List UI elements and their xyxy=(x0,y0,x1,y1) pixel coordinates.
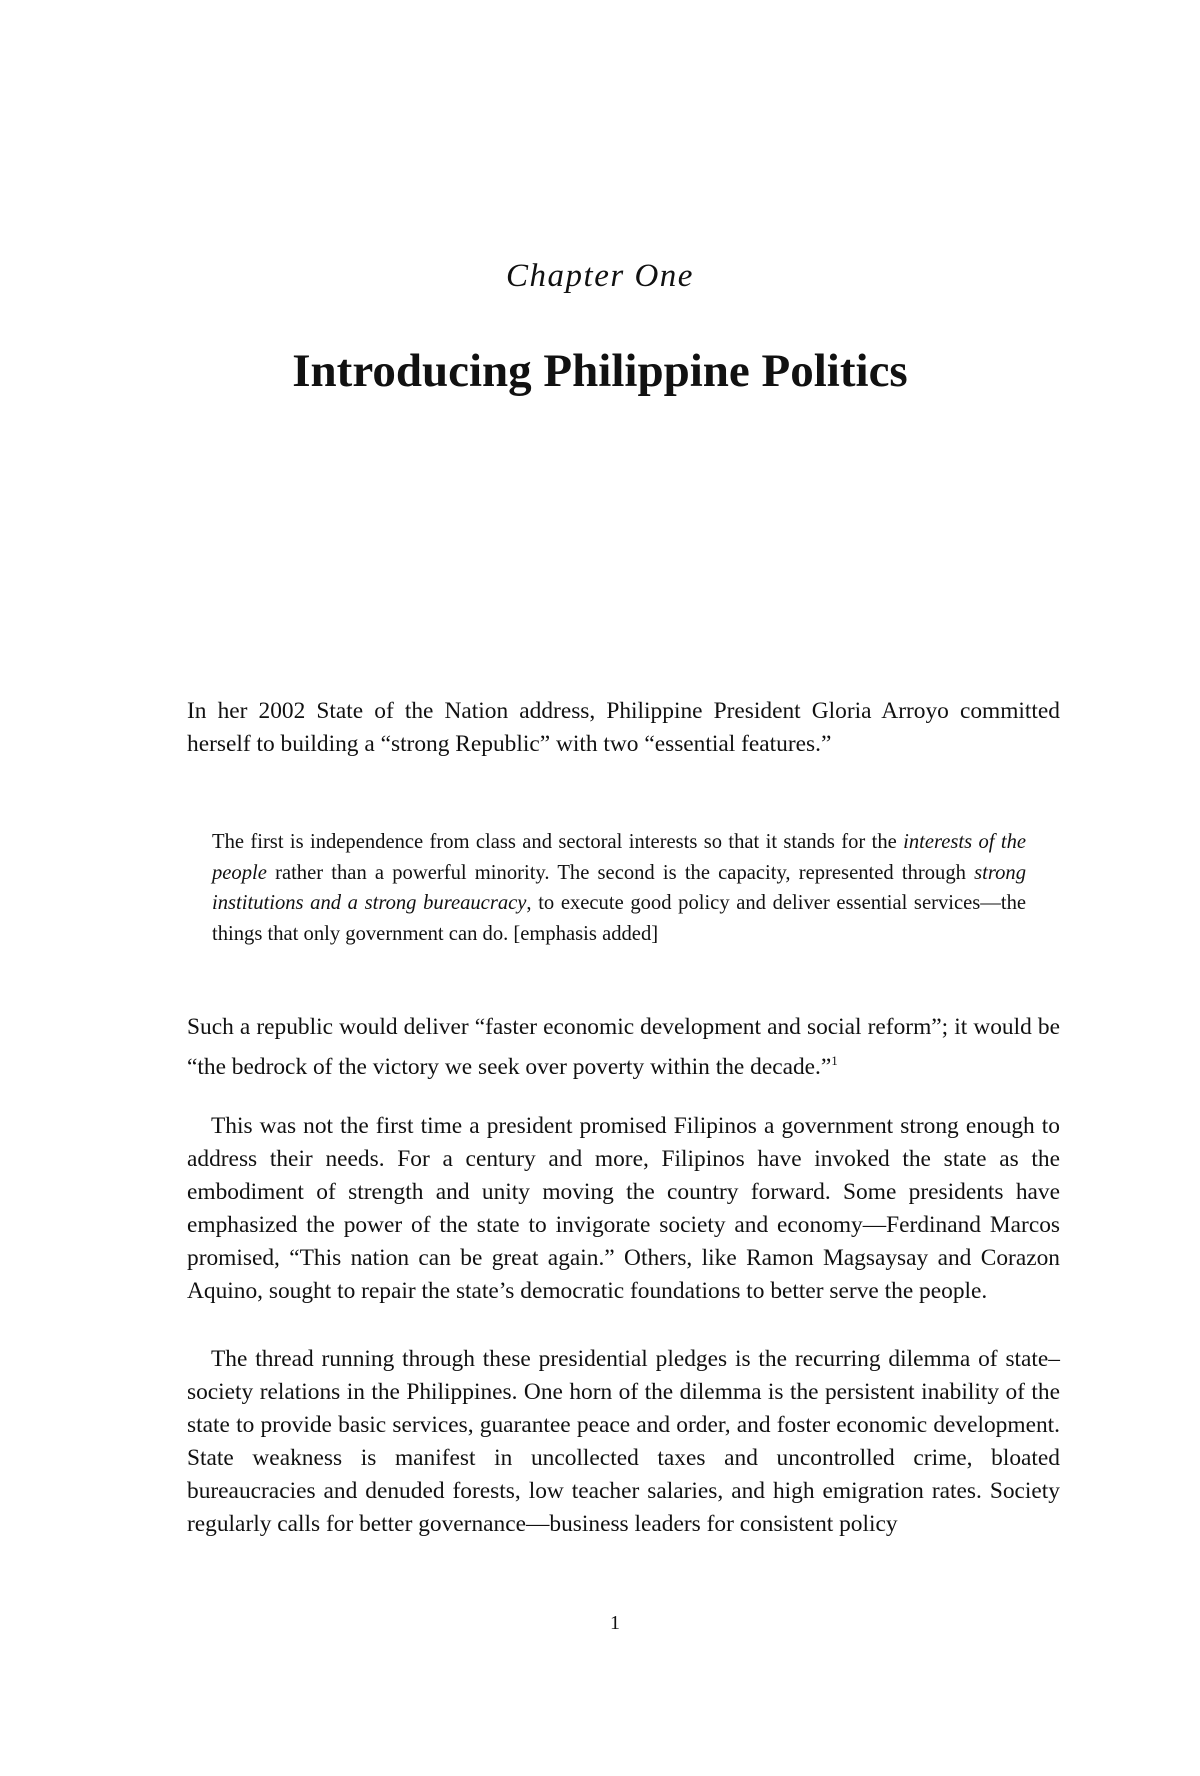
chapter-label: Chapter One xyxy=(506,258,694,294)
footnote-marker[interactable]: 1 xyxy=(831,1053,838,1068)
paragraph-presidents: This was not the first time a president promised Filipinos a government strong enough to address their needs. For a century and more, Filipinos have invoked the state as the embodiment of strength and unity moving the country forward. Some presidents have emphasized the power of the state to invigorate society and economy—Ferdinand Marcos promised, “This nation can be great again.” Others, like Ramon Magsaysay and Corazon Aquino, sought to repair the state’s democratic foundations to better serve the people. xyxy=(187,1113,1060,1304)
quote-text: rather than a powerful minority. The second is the capacity, represented through xyxy=(266,861,975,884)
quote-text: , to execute good policy and deliver essential services—the things that only government can do. [emphasis added] xyxy=(212,892,1027,945)
quote-text: The first is independence from class and sectoral interests so that it stands for the xyxy=(212,831,904,853)
quote-emphasis: interests of the people xyxy=(212,831,1027,884)
paragraph-republic xyxy=(187,1011,1060,1084)
chapter-title: Introducing Philippine Politics xyxy=(292,345,908,397)
page-number: 1 xyxy=(610,1612,620,1634)
paragraph-dilemma: The thread running through these presidential pledges is the recurring dilemma of state–society relations in the Philippines. One horn of the dilemma is the persistent inability of the state to provide basic services, guarantee peace and order, and foster economic development. State weakness is manifest in uncollected taxes and uncontrolled crime, bloated bureaucracies and denuded forests, low teacher salaries, and high emigration rates. Society regularly calls for better governance—business leaders for consistent policy xyxy=(187,1346,1060,1537)
paragraph-text: Such a republic would deliver “faster economic development and social reform”; it would be “the bedrock of the victory we seek over poverty within the decade.” xyxy=(187,1014,1060,1080)
paragraph-intro: In her 2002 State of the Nation address, Philippine President Gloria Arroyo committed herself to building a “strong Republic” with two “essential features.” xyxy=(187,698,1060,757)
quote-emphasis: strong institutions and a strong bureaucracy xyxy=(212,861,1026,914)
block-quote xyxy=(212,827,1026,949)
